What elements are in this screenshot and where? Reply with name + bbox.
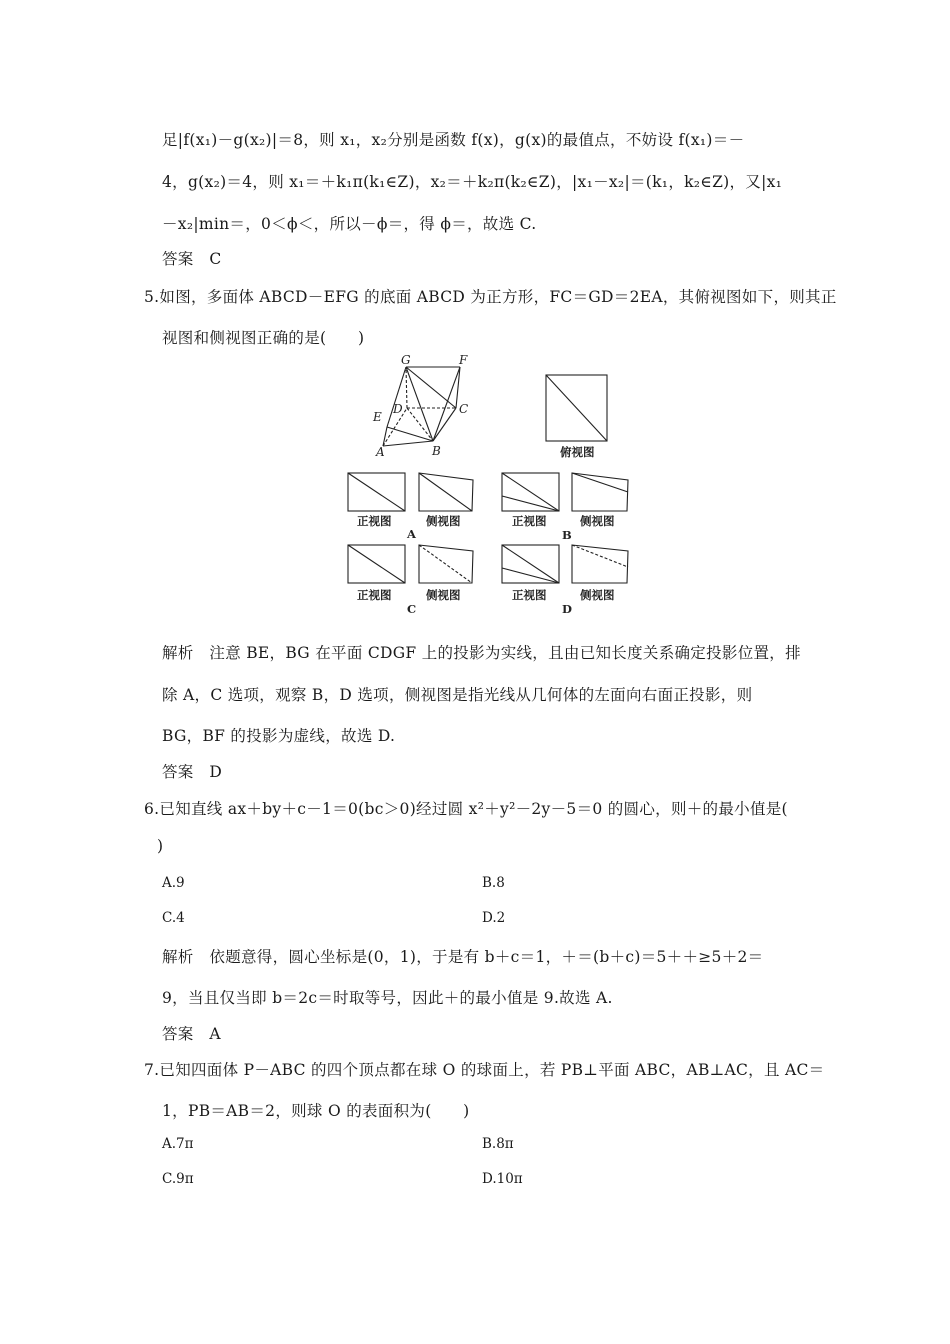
solution-text-line: BG，BF 的投影为虚线，故选 D. [162, 727, 396, 745]
edge-BC [433, 408, 456, 441]
answer-line: 答案 D [162, 763, 223, 781]
side-view-caption: 侧视图 [426, 514, 461, 528]
option-c: C.9π [162, 1171, 194, 1187]
option-label: D [562, 602, 572, 615]
side-view-caption: 侧视图 [580, 514, 615, 528]
solution-text-line: 4，g(x₂)＝4，则 x₁＝＋k₁π(k₁∈Z)，x₂＝＋k₂π(k₂∈Z)，|x₁－x₂|＝(k₁，k₂∈Z)，又|x₁ [162, 173, 783, 191]
side-view-caption: 侧视图 [426, 588, 461, 602]
vertex-label: D [393, 402, 403, 416]
option-label: B [562, 528, 572, 542]
vertex-label: B [432, 444, 441, 458]
solution-text-line: 足|f(x₁)－g(x₂)|＝8，则 x₁，x₂分别是函数 f(x)，g(x)的最值点，不妨设 f(x₁)＝－ [162, 131, 745, 149]
question-5-figure [335, 355, 645, 615]
option-b-side-view [572, 473, 628, 511]
solution-text-line: 9，当且仅当即 b＝2c＝时取等号，因此＋的最小值是 9.故选 A. [162, 989, 613, 1007]
solution-text-line: 除 A，C 选项，观察 B，D 选项，侧视图是指光线从几何体的左面向右面正投影，则 [162, 686, 753, 704]
front-view-caption: 正视图 [512, 514, 547, 528]
edge-DB-hidden [407, 408, 433, 441]
front-view-caption: 正视图 [357, 514, 392, 528]
option-a: A.9 [162, 875, 185, 891]
solution-text-line: 解析 注意 BE，BG 在平面 CDGF 上的投影为实线，且由已知长度关系确定投影位置，排 [162, 644, 801, 662]
answer-line: 答案 A [162, 1025, 221, 1043]
option-b: B.8 [482, 875, 505, 891]
question-5-stem: 视图和侧视图正确的是( ) [162, 329, 365, 347]
vertex-label: G [401, 355, 411, 367]
vertex-label: E [373, 410, 382, 424]
front-view-caption: 正视图 [357, 588, 392, 602]
edge-AE [383, 427, 387, 446]
option-label: C [407, 602, 417, 615]
solution-text-line: 解析 依题意得，圆心坐标是(0，1)，于是有 b＋c＝1，＋＝(b＋c)＝5＋＋≥5＋2＝ [162, 948, 764, 966]
option-d: D.10π [482, 1171, 523, 1187]
vertex-label: A [376, 445, 385, 459]
option-b: B.8π [482, 1136, 514, 1152]
option-label: A [407, 527, 416, 541]
question-7-stem: 1，PB＝AB＝2，则球 O 的表面积为( ) [162, 1102, 470, 1120]
question-6-stem: 6.已知直线 ax＋by＋c－1＝0(bc＞0)经过圆 x²＋y²－2y－5＝0 的圆心，则＋的最小值是( [144, 800, 788, 818]
solution-text-line: －x₂|min＝，0＜ϕ＜，所以－ϕ＝，得 ϕ＝，故选 C. [162, 215, 537, 233]
edge-AB [383, 441, 433, 446]
answer-line: 答案 C [162, 250, 222, 268]
front-view-caption: 正视图 [512, 588, 547, 602]
vertex-label: C [459, 402, 469, 416]
vertex-label: F [459, 355, 468, 367]
option-d: D.2 [482, 910, 506, 926]
edge-EG [387, 367, 406, 427]
edge-DG-hidden [406, 367, 407, 408]
top-view-diagonal [546, 375, 607, 441]
side-view-caption: 侧视图 [580, 588, 615, 602]
question-7-stem: 7.已知四面体 P－ABC 的四个顶点都在球 O 的球面上，若 PB⊥平面 ABC，AB⊥AC，且 AC＝ [144, 1061, 825, 1079]
option-a: A.7π [162, 1136, 194, 1152]
option-c: C.4 [162, 910, 185, 926]
question-6-stem: ) [157, 837, 164, 855]
top-view-caption: 俯视图 [560, 445, 595, 459]
question-5-stem: 5.如图，多面体 ABCD－EFG 的底面 ABCD 为正方形，FC＝GD＝2EA，其俯视图如下，则其正 [144, 288, 837, 306]
